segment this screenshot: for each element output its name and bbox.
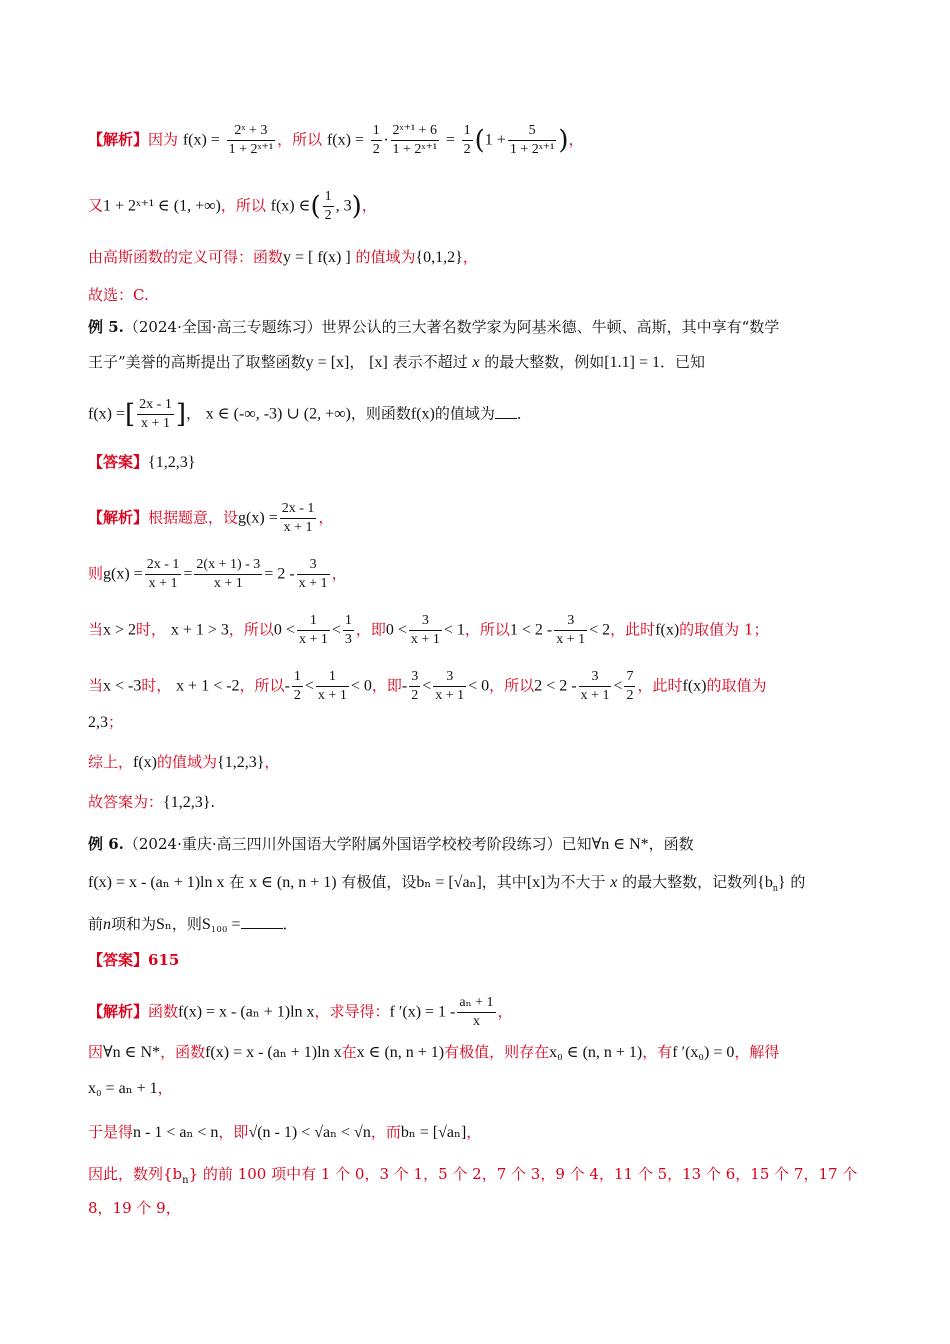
example-6-sol-6: 8，19 个 9，: [88, 1199, 181, 1217]
solution-line-2: 又1 + 2ˣ⁺¹ ∈ (1, +∞)，所以 f(x) ∈( $\frac{1}{2}$ , 3)，: [88, 189, 377, 223]
example-5-answer: 【答案】{1,2,3}: [88, 453, 196, 471]
example-5-sol-6: 综上，f(x)的值域为{1,2,3}，: [88, 753, 280, 771]
example-5-sol-4: 当x < -3时， x + 1 < -2，所以- $\frac{1}{2}$ < $\frac{1}{x + 1}$ < 0，即- $\frac{3}{2}$ < $\frac{3}{x + 1}$ < 0，所以2 < 2 - $\frac{3}{x + 1}$ < $\frac{7}{2}$ ，此时f(x)的取值为: [88, 669, 767, 703]
example-6-sol-2: 因∀n ∈ N*，函数f(x) = x - (aₙ + 1)ln x在x ∈ (n, n + 1)有极值，则存在x₀ ∈ (n, n + 1)，有f ′(x₀) = 0，解得: [88, 1043, 780, 1061]
example-6-sol-3: x₀ = aₙ + 1，: [88, 1079, 173, 1097]
example-6-answer: 【答案】615: [88, 951, 180, 969]
example-6-sol-4: 于是得n - 1 < aₙ < n，即√(n - 1) < √aₙ < √n，而bₙ = [√aₙ]，: [88, 1123, 482, 1141]
example-5-line-1: 例 5.（2024·全国·高三专题练习）世界公认的三大著名数学家为阿基米德、牛顿、高斯，其中享有“数学: [88, 318, 780, 336]
example-6-line-3: 前n项和为Sₙ，则S₁₀₀ = ．: [88, 915, 298, 933]
example-5-sol-3: 当x > 2时， x + 1 > 3，所以0 < $\frac{1}{x + 1}$ < $\frac{1}{3}$ ，即0 < $\frac{3}{x + 1}$ < 1，所以1 < 2 - $\frac{3}{x + 1}$ < 2，此时f(x)的取值为 1；: [88, 613, 769, 647]
example-6-sol-5: 因此，数列$\{b_n\}$ 的前 100 项中有 1 个 0，3 个 1，5 个 2，7 个 3，9 个 4，11 个 5，13 个 6，15 个 7，17 个: [88, 1165, 858, 1186]
example-label: 例 6.: [88, 835, 124, 853]
example-5-sol-5: 2,3；: [88, 713, 124, 731]
solution-line-4: 故选：C.: [88, 286, 149, 304]
example-6-sol-1: 【解析】函数f(x) = x - (aₙ + 1)ln x，求导得：f ′(x) = 1 - $\frac{\text{aₙ + 1}}{x}$ ，: [88, 995, 513, 1029]
example-5-sol-2: 则g(x) = $\frac{2x - 1}{x + 1}$ = $\frac{2(x + 1) - 3}{x + 1}$ = 2 - $\frac{3}{x + 1}$ ，: [88, 557, 347, 591]
example-5-line-2: 王子”美誉的高斯提出了取整函数y = [x]， [x] 表示不超过 x 的最大整数，例如[1.1] = 1．已知: [88, 353, 705, 371]
example-5-line-3: f(x) =[ $\frac{2x - 1}{x + 1}$ ]， x ∈ (-∞, -3) ∪ (2, +∞)，则函数f(x)的值域为 ．: [88, 397, 532, 431]
fraction: $\frac{\text{2ˣ + 3}}{\text{1 + 2ˣ⁺¹}}$: [228, 123, 274, 157]
solution-tag: 【解析】: [88, 130, 149, 149]
example-5-sol-1: 【解析】根据题意，设g(x) = $\frac{2x - 1}{x + 1}$ ，: [88, 501, 334, 535]
example-6-line-2: f(x) = x - (aₙ + 1)ln x 在 x ∈ (n, n + 1) 有极值，设bₙ = [√aₙ]，其中[x]为不大于 x 的最大整数，记数列$\{b_n\}$ 的: [88, 873, 806, 895]
example-6-line-1: 例 6.（2024·重庆·高三四川外国语大学附属外国语学校校考阶段练习）已知∀n ∈ N*，函数: [88, 835, 694, 853]
example-label: 例 5.: [88, 318, 124, 336]
solution-line-3: 由高斯函数的定义可得：函数y = [ f(x) ] 的值域为{0,1,2}，: [88, 248, 478, 266]
solution-line-1: 【解析】因为 f(x) = $\frac{\text{2ˣ + 3}}{\text{1 + 2ˣ⁺¹}}$ ，所以 f(x) = $\frac{1}{2}$ · $\frac{\text{2ˣ⁺¹ + 6}}{\text{1 + 2ˣ⁺¹}}$ = $\frac{1}{2}$ (1 + $\frac{5}{\text{1 + 2ˣ⁺¹}}$ )，: [88, 123, 584, 157]
example-5-sol-7: 故答案为：{1,2,3}.: [88, 793, 216, 811]
